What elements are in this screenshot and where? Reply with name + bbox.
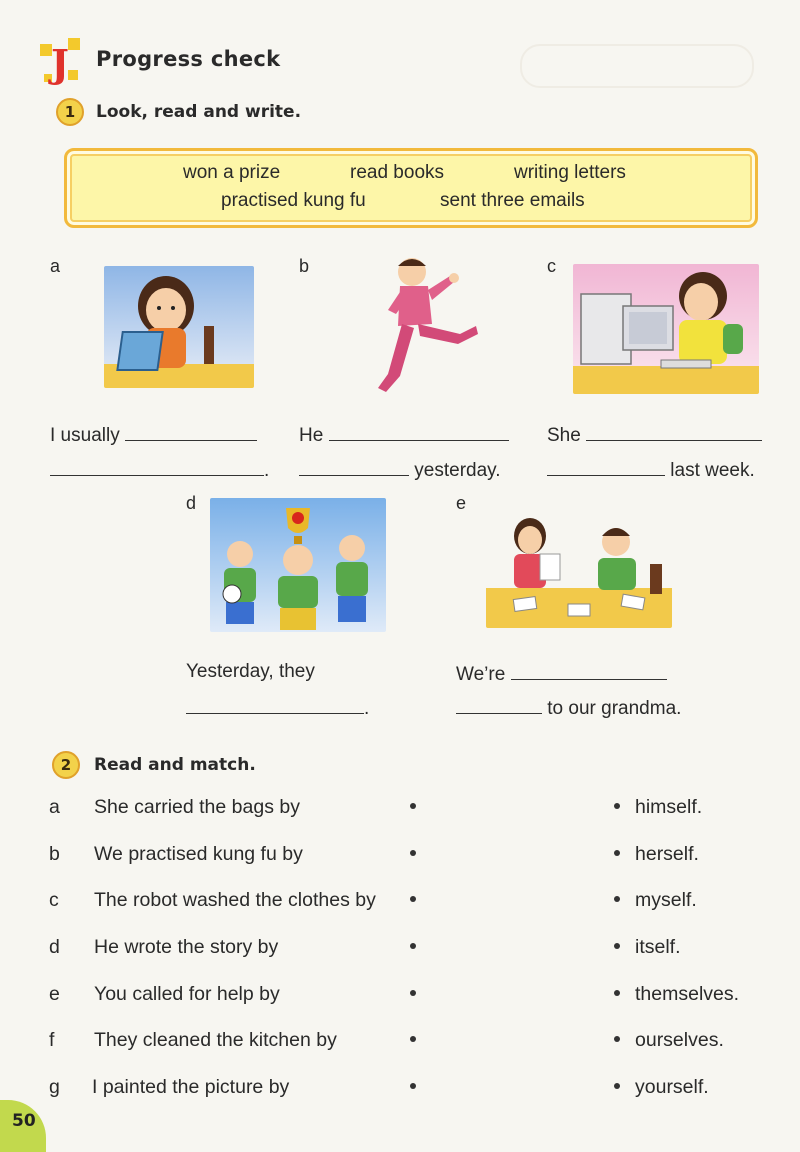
match-left-text: I painted the picture by <box>92 1076 290 1098</box>
match-left-dot[interactable] <box>410 803 416 809</box>
sentence-e-line2 <box>456 695 681 720</box>
match-left-dot[interactable] <box>410 1036 416 1042</box>
item-label-e: e <box>456 493 467 513</box>
sentence-a-line2 <box>50 457 269 482</box>
match-right-text: itself. <box>635 936 681 958</box>
sentence-a-end: . <box>264 460 270 481</box>
match-left-label: a <box>49 796 60 818</box>
picture-girl-computer <box>573 264 759 394</box>
svg-text:J: J <box>51 41 69 86</box>
picture-girl-reading <box>104 266 254 388</box>
sentence-c-line2 <box>547 457 755 482</box>
match-right-dot[interactable] <box>614 850 620 856</box>
match-right-dot[interactable] <box>614 1083 620 1089</box>
match-left-text: The robot washed the clothes by <box>94 889 376 911</box>
word-bank-item: sent three emails <box>440 190 585 211</box>
answer-blank[interactable] <box>456 695 542 714</box>
sentence-e-end: to our grandma. <box>547 698 682 719</box>
match-left-label: b <box>49 843 60 865</box>
match-left-dot[interactable] <box>410 896 416 902</box>
answer-blank[interactable] <box>547 457 665 476</box>
match-right-text: ourselves. <box>635 1029 724 1051</box>
match-left-label: c <box>49 889 59 911</box>
picture-children-letters <box>486 508 672 628</box>
match-right-dot[interactable] <box>614 803 620 809</box>
match-right-dot[interactable] <box>614 896 620 902</box>
match-left-text: You called for help by <box>94 983 280 1005</box>
sentence-d-line1: Yesterday, they <box>186 661 315 682</box>
sentence-a-start: I usually <box>50 425 120 446</box>
section-badge-icon <box>38 36 84 86</box>
sentence-d-end: . <box>364 698 370 719</box>
match-left-text: She carried the bags by <box>94 796 300 818</box>
sentence-d-line2 <box>186 695 369 720</box>
word-bank-box <box>64 148 758 228</box>
sentence-e-line1 <box>456 661 667 686</box>
sentence-e-start: We’re <box>456 664 506 685</box>
sentence-a-line1 <box>50 422 257 447</box>
match-right-dot[interactable] <box>614 943 620 949</box>
section1-number: 1 <box>56 98 84 126</box>
word-bank-item: read books <box>350 162 445 183</box>
sentence-b-line2 <box>299 457 501 482</box>
page-number: 50 <box>12 1111 36 1131</box>
section2-instruction: Read and match. <box>94 755 256 775</box>
match-right-text: myself. <box>635 889 697 911</box>
answer-blank[interactable] <box>299 457 409 476</box>
sentence-b-line1 <box>299 422 509 447</box>
word-bank-item: won a prize <box>183 162 281 183</box>
match-left-dot[interactable] <box>410 990 416 996</box>
sentence-c-line1 <box>547 422 762 447</box>
item-label-c: c <box>547 256 556 276</box>
page-number-tab <box>0 1100 46 1152</box>
item-label-b: b <box>299 256 310 276</box>
answer-blank[interactable] <box>511 661 667 680</box>
bleed-through-decoration <box>520 44 754 88</box>
sentence-b-end: yesterday. <box>414 460 501 481</box>
page-title: Progress check <box>96 47 281 71</box>
sentence-b-start: He <box>299 425 324 446</box>
match-left-label: e <box>49 983 60 1005</box>
match-right-text: yourself. <box>635 1076 709 1098</box>
match-left-text: They cleaned the kitchen by <box>94 1029 337 1051</box>
match-right-text: himself. <box>635 796 703 818</box>
match-left-dot[interactable] <box>410 943 416 949</box>
answer-blank[interactable] <box>125 422 257 441</box>
match-left-label: f <box>49 1029 55 1051</box>
section2-number: 2 <box>52 751 80 779</box>
picture-boy-kung-fu <box>370 254 480 398</box>
answer-blank[interactable] <box>50 457 264 476</box>
item-label-a: a <box>50 256 61 276</box>
match-right-text: herself. <box>635 843 699 865</box>
item-label-d: d <box>186 493 197 513</box>
section1-instruction: Look, read and write. <box>96 102 302 122</box>
answer-blank[interactable] <box>329 422 509 441</box>
answer-blank[interactable] <box>186 695 364 714</box>
match-left-label: g <box>49 1076 60 1098</box>
picture-children-trophy <box>210 498 386 632</box>
word-bank-item: writing letters <box>514 162 626 183</box>
match-left-label: d <box>49 936 60 958</box>
match-left-dot[interactable] <box>410 1083 416 1089</box>
answer-blank[interactable] <box>586 422 762 441</box>
match-left-dot[interactable] <box>410 850 416 856</box>
match-left-text: We practised kung fu by <box>94 843 303 865</box>
sentence-c-start: She <box>547 425 581 446</box>
match-right-dot[interactable] <box>614 1036 620 1042</box>
match-right-dot[interactable] <box>614 990 620 996</box>
word-bank-item: practised kung fu <box>221 190 366 211</box>
sentence-c-end: last week. <box>670 460 755 481</box>
match-right-text: themselves. <box>635 983 740 1005</box>
match-left-text: He wrote the story by <box>94 936 279 958</box>
